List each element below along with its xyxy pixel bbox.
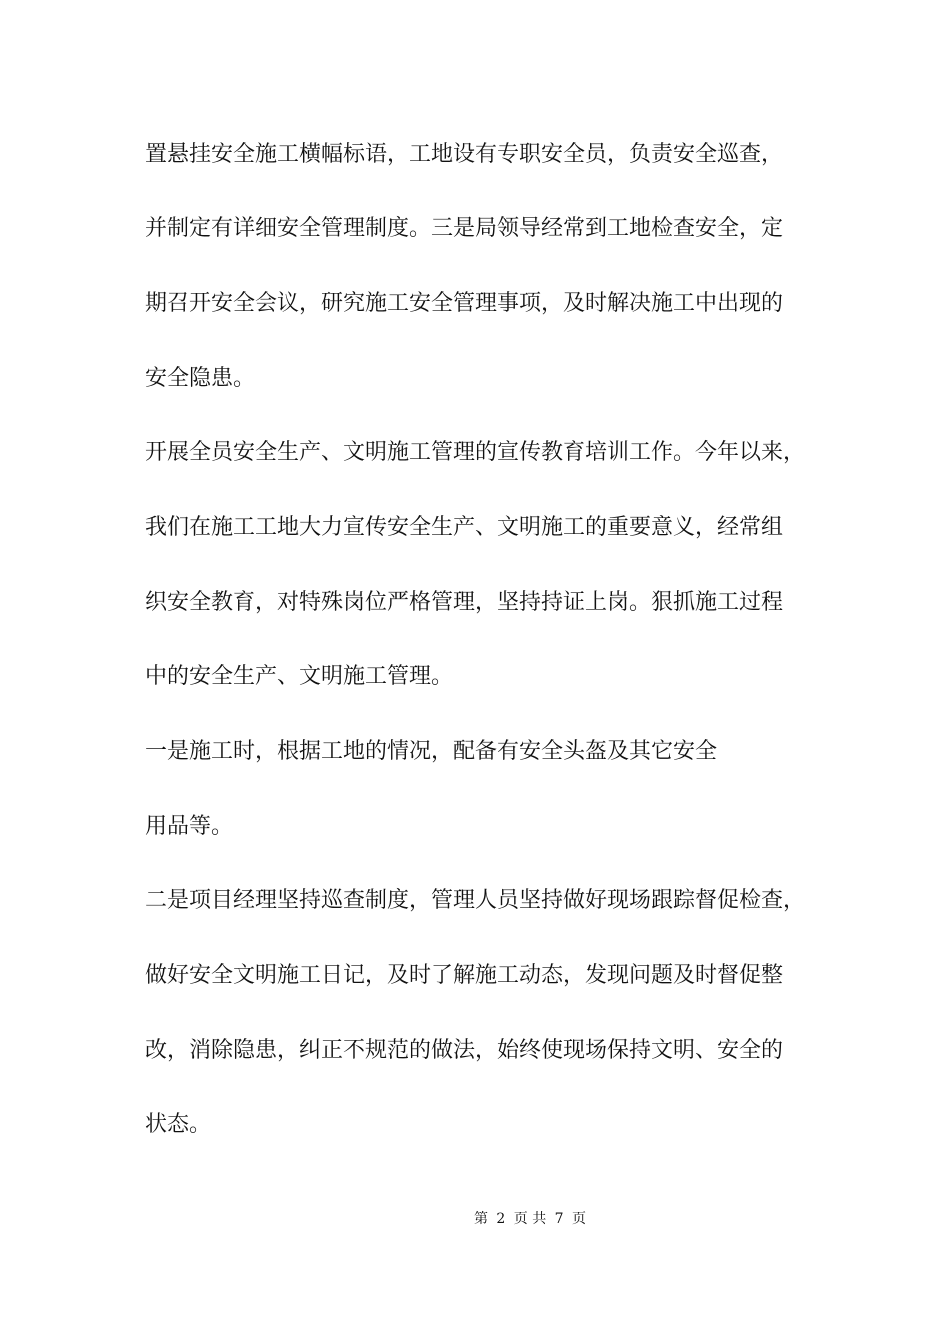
body-line-14: 状态。 [145, 1112, 212, 1137]
footer-current-page: 2 [496, 1211, 506, 1227]
body-line-1: 置悬挂安全施工横幅标语，工地设有专职安全员，负责安全巡查， [145, 142, 784, 167]
body-line-9: 一是施工时，根据工地的情况，配备有安全头盔及其它安全 [145, 739, 718, 764]
body-line-8: 中的安全生产、文明施工管理。 [145, 664, 454, 689]
footer-suffix: 页 [572, 1211, 587, 1227]
page-footer [0, 1209, 950, 1229]
body-line-7: 织安全教育，对特殊岗位严格管理，坚持持证上岗。狠抓施工过程 [145, 590, 784, 615]
body-line-11: 二是项目经理坚持巡查制度，管理人员坚持做好现场跟踪督促检查， [145, 888, 806, 913]
body-line-12: 做好安全文明施工日记，及时了解施工动态，发现问题及时督促整 [145, 963, 784, 988]
body-line-6: 我们在施工工地大力宣传安全生产、文明施工的重要意义，经常组 [145, 515, 784, 540]
body-line-5: 开展全员安全生产、文明施工管理的宣传教育培训工作。今年以来， [145, 440, 806, 465]
body-line-13: 改，消除隐患，纠正不规范的做法，始终使现场保持文明、安全的 [145, 1038, 784, 1063]
body-line-4: 安全隐患。 [145, 366, 256, 391]
body-line-10: 用品等。 [145, 814, 234, 839]
body-line-3: 期召开安全会议，研究施工安全管理事项，及时解决施工中出现的 [145, 291, 784, 316]
body-line-2: 并制定有详细安全管理制度。三是局领导经常到工地检查安全，定 [145, 216, 784, 241]
footer-prefix: 第 [473, 1211, 488, 1227]
footer-mid: 页 共 [513, 1211, 547, 1227]
footer-total-pages: 7 [554, 1211, 564, 1227]
